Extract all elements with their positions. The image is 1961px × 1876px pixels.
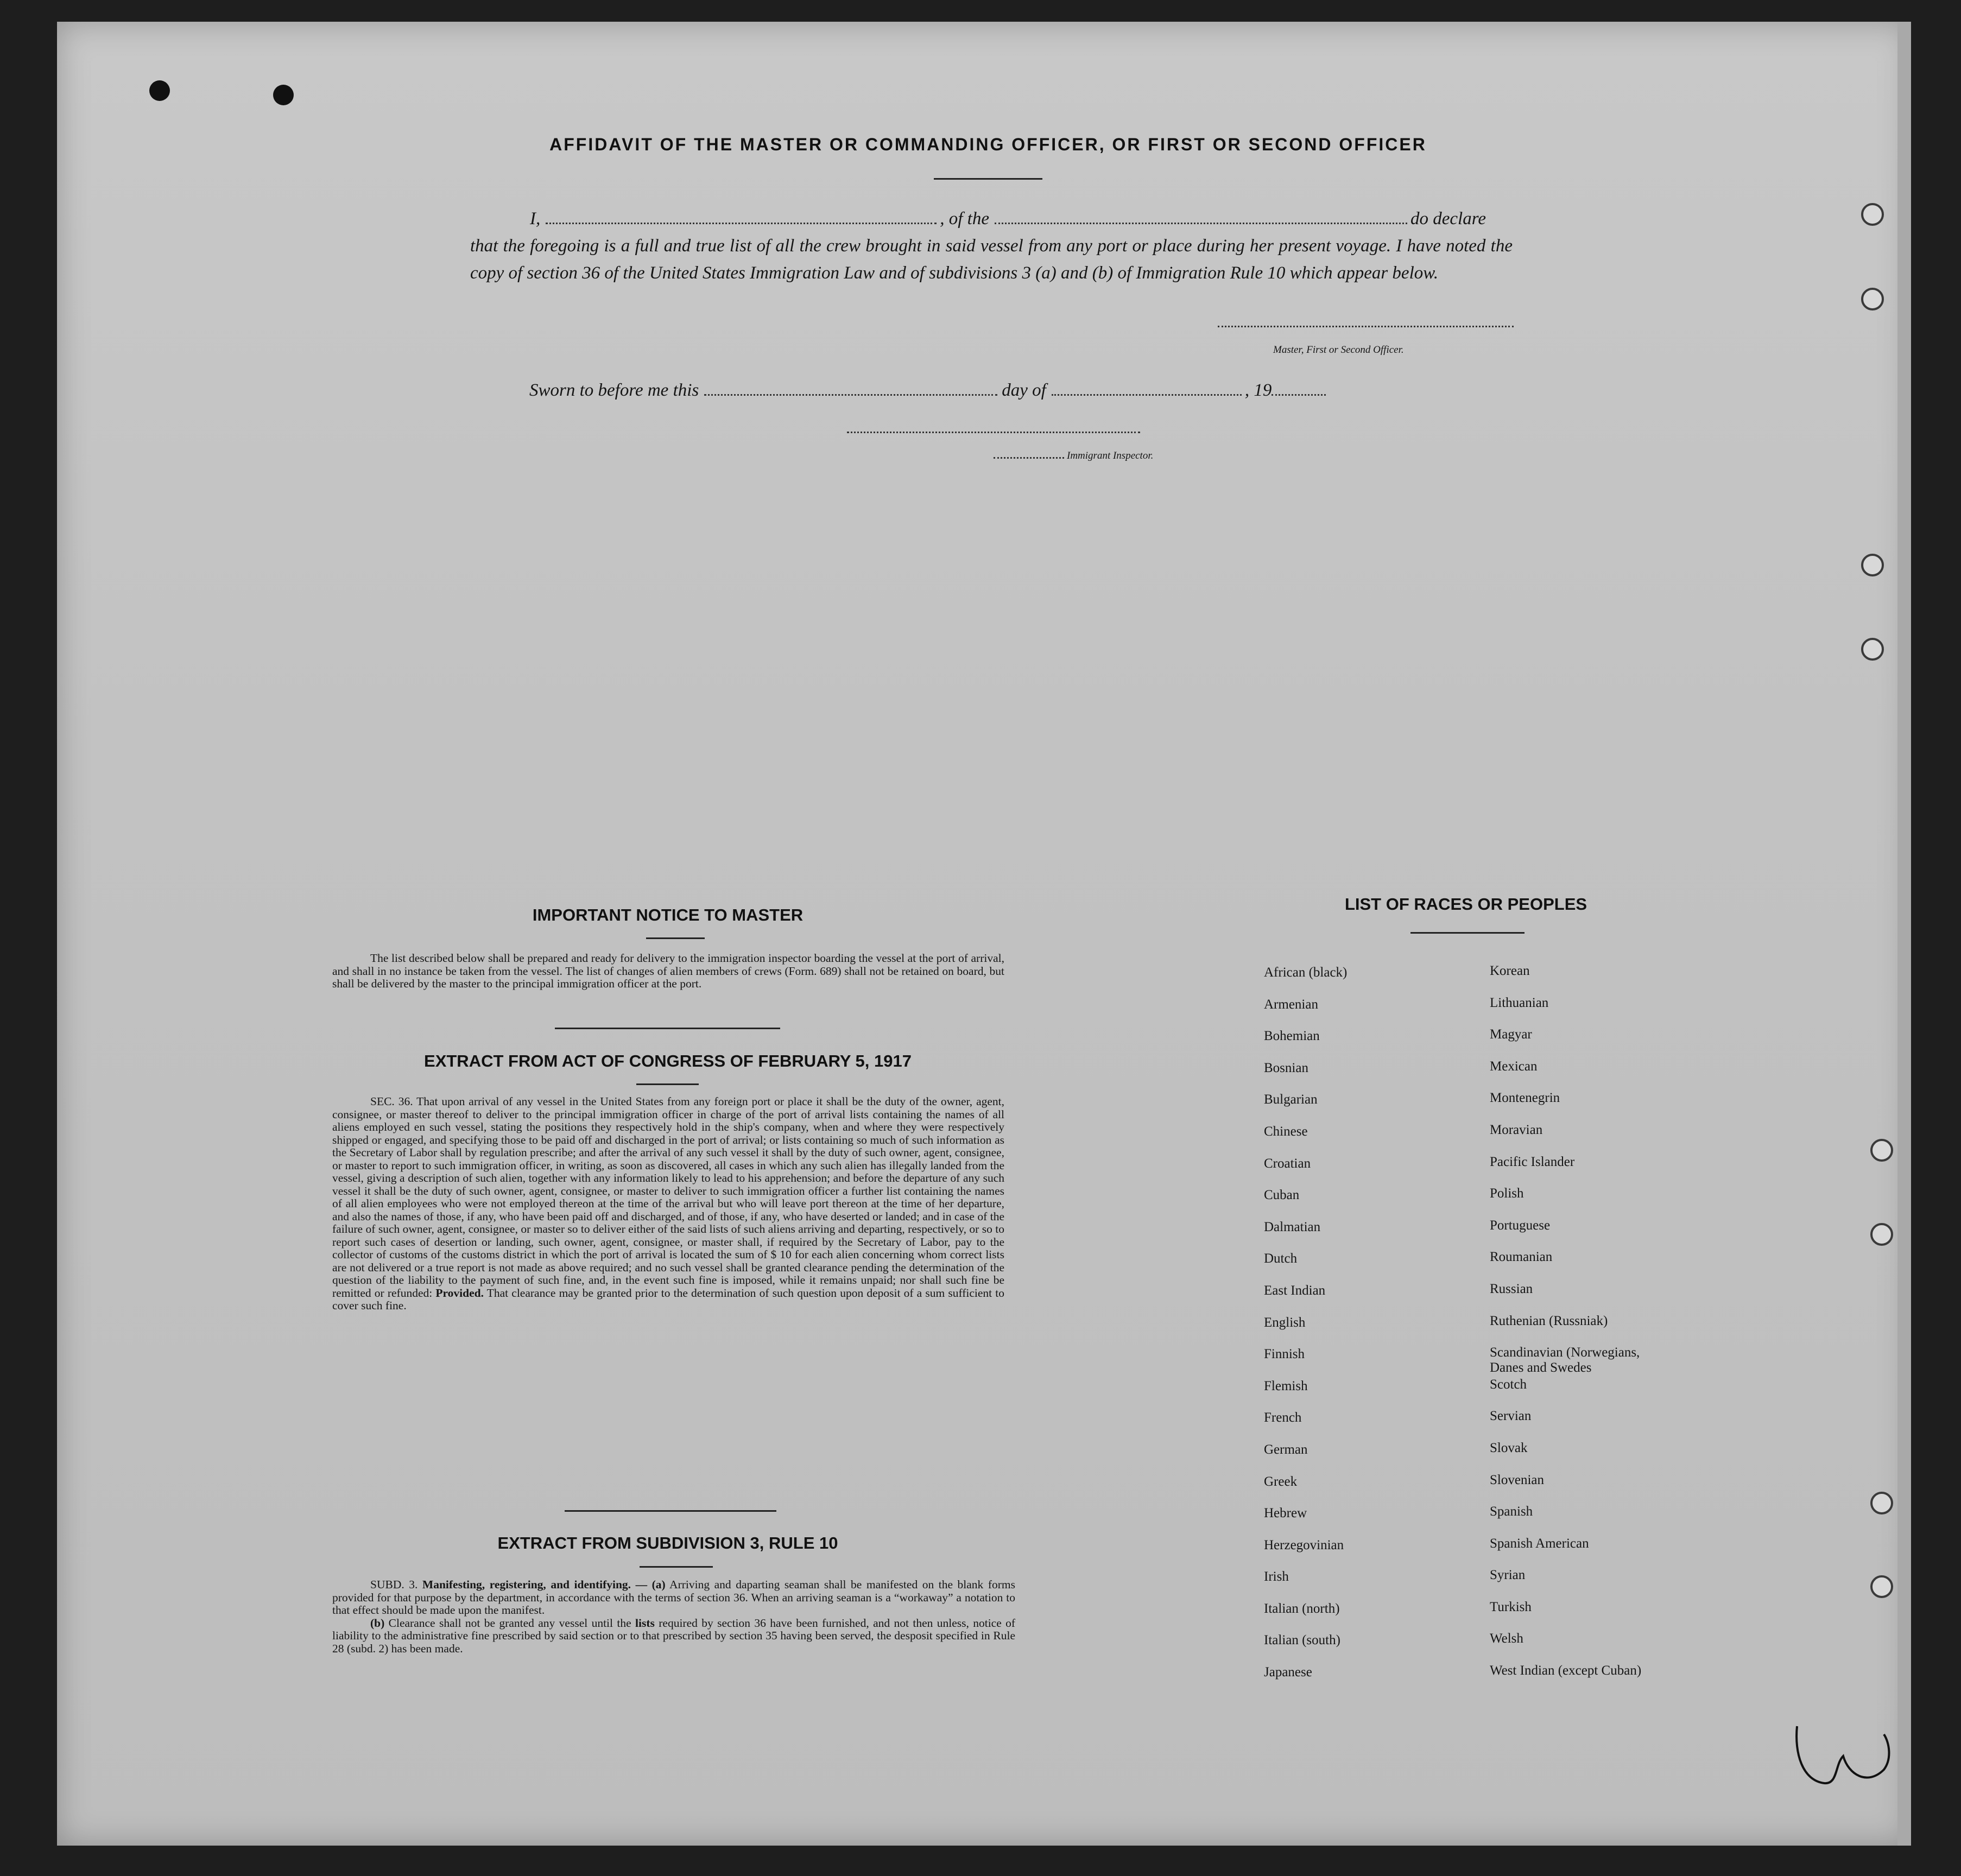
punch-hole-icon — [149, 80, 170, 101]
race-item: Slovak — [1490, 1440, 1528, 1455]
race-item: Flemish — [1264, 1378, 1308, 1393]
race-item: Dutch — [1264, 1251, 1298, 1266]
subd-bold: Manifesting, registering, and identifying. — [422, 1578, 631, 1591]
name-field[interactable] — [546, 223, 937, 224]
affidavit-body: that the foregoing is a full and true list of all the crew brought in said vessel from any port or place during her present voyage. I have noted the copy of section 36 of the United States Immigration Law and of subdivisions 3 (a) and (b) of Immigration Rule 10 which appear below. — [470, 236, 1513, 283]
affidavit-declaration — [470, 205, 1513, 287]
section-divider — [565, 1510, 776, 1512]
b-text-2: required by section 36 have been furnished, and not then unless, notice of liability to the administrative fine prescribed by said section or to that prescribed by section 35 having been served, the desposit specified in Rule 28 (subd. 2) has been made. — [332, 1616, 1016, 1655]
vessel-field[interactable] — [995, 223, 1407, 224]
punch-hole-icon — [1861, 638, 1884, 661]
race-item: Mexican — [1490, 1059, 1538, 1074]
sworn-day-field[interactable] — [704, 394, 997, 396]
races-title: LIST OF RACES OR PEOPLES — [1344, 895, 1587, 914]
notice-title-rule — [646, 937, 705, 939]
race-item: Moravian — [1490, 1122, 1543, 1137]
race-item: Bohemian — [1264, 1029, 1320, 1044]
inspector-dots — [994, 457, 1064, 459]
rule10-title-rule — [640, 1566, 713, 1568]
race-item: Montenegrin — [1490, 1091, 1560, 1106]
race-item: Pacific Islander — [1490, 1154, 1575, 1169]
act-paragraph: SEC. 36. That upon arrival of any vessel in the United States from any foreign port or place it shall be the duty of the owner, agent, consignee, or master thereof to deliver to the principal immigration officer in charge of the port of arrival lists containing the names of all aliens employed en such vessel, stating the positions they respectively hold in the ship's company, when and where they were respectively shipped or engaged, and specifying those to be paid off and discharged in the port of arrival; or lists containing so much of such information as the Secretary of Labor shall by regulation prescribe; and after the arrival of any such vessel it shall by the duty of such owner, agent, consignee, or master to report to such immigration officer, in writing, as soon as discovered, all cases in which any such alien has illegally landed from the vessel, giving a description of such alien, together with any information likely to lead to his apprehension; and before the departure of any such vessel it shall be the duty of such owner, agent, consignee, or master to deliver to such immigration officer a further list containing the names of all alien employees who were not employed thereon at the time of the arrival but who will leave port thereon at the time of her departure, and also the names of those, if any, who have been paid off and discharged, and of those, if any, who have deserted or landed; and in case of the failure of such owner, agent, consignee, or master so to deliver either of the said lists of such aliens arriving and departing, respectively, or so to report such cases of desertion or landing, such owner, agent, consignee, or master shall, if required by the Secretary of Labor, pay to the collector of customs of the customs district in which the port of arrival is located the sum of $ 10 for each alien concerning whom correct lists are not delivered or a true report is not made as above required; and no such vessel shall be granted clearance pending the determination of the question of the liability to the payment of such fine, and, in the event such fine is imposed, while it remains unpaid; nor shall such fine be remitted or refunded: — [332, 1095, 1004, 1300]
notice-title: IMPORTANT NOTICE TO MASTER — [532, 905, 804, 924]
race-item: Chinese — [1264, 1124, 1308, 1139]
do-declare-label: do declare — [1410, 209, 1486, 229]
race-item: Roumanian — [1490, 1250, 1553, 1265]
subd-label: SUBD. 3. — [370, 1578, 418, 1591]
race-item: Lithuanian — [1490, 995, 1549, 1010]
punch-hole-icon — [273, 85, 294, 105]
race-item: Hebrew — [1264, 1506, 1307, 1521]
race-item: Spanish — [1490, 1504, 1533, 1519]
race-item: Italian (north) — [1264, 1601, 1340, 1616]
inspector-signature-field[interactable] — [847, 432, 1140, 433]
sworn-line — [529, 377, 1365, 404]
punch-hole-icon — [1861, 203, 1884, 226]
race-item: Italian (south) — [1264, 1633, 1340, 1648]
punch-hole-icon — [1861, 288, 1884, 310]
race-item: Korean — [1490, 964, 1530, 978]
title-rule — [934, 178, 1042, 180]
year-prefix: , 19 — [1244, 381, 1272, 400]
master-signature-field[interactable] — [1218, 326, 1514, 327]
race-item: Russian — [1490, 1281, 1533, 1296]
act-text — [332, 1095, 1004, 1313]
a-text: Arriving and daparting seaman shall be manifested on the blank forms provided for that purpose by the department, in accordance with the terms of section 36. When an arriving seaman is a “workaway” a notation to that effect should be made upon the manifest. — [332, 1578, 1015, 1617]
race-item: German — [1264, 1442, 1308, 1457]
race-item: Welsh — [1490, 1631, 1523, 1646]
section-divider — [555, 1028, 780, 1029]
race-item: Magyar — [1490, 1027, 1532, 1042]
page-edge — [1897, 22, 1911, 1846]
b-text-1: Clearance shall not be granted any vessel until the — [388, 1616, 631, 1630]
sworn-month-field[interactable] — [1052, 394, 1242, 396]
rule10-title: EXTRACT FROM SUBDIVISION 3, RULE 10 — [497, 1533, 838, 1552]
sworn-label: Sworn to before me this — [529, 381, 699, 400]
race-item: French — [1264, 1410, 1302, 1425]
race-item: Polish — [1490, 1186, 1524, 1201]
races-title-rule — [1410, 932, 1524, 934]
rule10-text — [332, 1579, 1015, 1655]
act-title-rule — [636, 1083, 699, 1085]
b-lists: lists — [635, 1616, 655, 1630]
race-item: Syrian — [1490, 1568, 1526, 1583]
races-right-column — [1490, 964, 1718, 1695]
act-title: EXTRACT FROM ACT OF CONGRESS OF FEBRUARY 5, 1917 — [424, 1051, 912, 1070]
race-item: Portuguese — [1490, 1218, 1551, 1233]
race-item: East Indian — [1264, 1283, 1326, 1298]
handwritten-mark — [1792, 1704, 1900, 1791]
punch-hole-icon — [1870, 1139, 1893, 1162]
race-item: Turkish — [1490, 1599, 1532, 1614]
race-item: Japanese — [1264, 1665, 1312, 1680]
race-item: Scotch — [1490, 1377, 1527, 1392]
race-item: Dalmatian — [1264, 1219, 1321, 1234]
race-item: Finnish — [1264, 1347, 1305, 1362]
races-left-column — [1264, 965, 1492, 1697]
a-label: — (a) — [635, 1578, 666, 1591]
notice-paragraph: The list described below shall be prepared and ready for delivery to the immigration inspector boarding the vessel at the port of arrival, and shall in no instance be taken from the vessel. The list of changes of alien members of crews (Form. 689) shall not be retained on board, but shall be delivered by the master to the principal immigration officer at the port. — [332, 952, 1004, 990]
inspector-caption: Immigrant Inspector. — [1067, 450, 1154, 461]
affidavit-title: AFFIDAVIT OF THE MASTER OR COMMANDING OFFICER, OR FIRST OR SECOND OFFICER — [549, 135, 1427, 154]
provided-label: Provided. — [435, 1286, 484, 1300]
b-label: (b) — [370, 1616, 385, 1630]
punch-hole-icon — [1870, 1575, 1893, 1598]
race-item: Greek — [1264, 1474, 1298, 1489]
race-item: Irish — [1264, 1569, 1289, 1585]
punch-hole-icon — [1861, 554, 1884, 576]
i-label: I, — [530, 209, 541, 229]
race-item: African (black) — [1264, 965, 1348, 980]
race-item: Armenian — [1264, 997, 1318, 1012]
day-of-label: day of — [1002, 381, 1046, 400]
notice-text — [332, 952, 1004, 991]
race-item: Cuban — [1264, 1188, 1300, 1203]
sworn-year-field[interactable] — [1272, 394, 1326, 396]
punch-hole-icon — [1870, 1492, 1893, 1514]
act-paragraph-end: That clearance may be granted prior to the determination of such question upon deposit of a sum sufficient to cover such fine. — [332, 1286, 1005, 1312]
of-the-label: , of the — [940, 209, 989, 229]
race-item: West Indian (except Cuban) — [1490, 1663, 1642, 1678]
race-item: Bosnian — [1264, 1060, 1308, 1075]
race-item: Bulgarian — [1264, 1092, 1318, 1107]
race-item: Herzegovinian — [1264, 1537, 1344, 1552]
race-item: Slovenian — [1490, 1472, 1544, 1487]
race-item: Spanish American — [1490, 1536, 1589, 1551]
punch-hole-icon — [1870, 1223, 1893, 1246]
race-item: Croatian — [1264, 1156, 1311, 1171]
race-item: Scandinavian (Norwegians, Danes and Swedes — [1490, 1345, 1640, 1376]
master-signature-caption: Master, First or Second Officer. — [1273, 344, 1404, 356]
race-item: English — [1264, 1315, 1306, 1330]
race-item: Servian — [1490, 1409, 1532, 1424]
race-item: Ruthenian (Russniak) — [1490, 1313, 1608, 1328]
